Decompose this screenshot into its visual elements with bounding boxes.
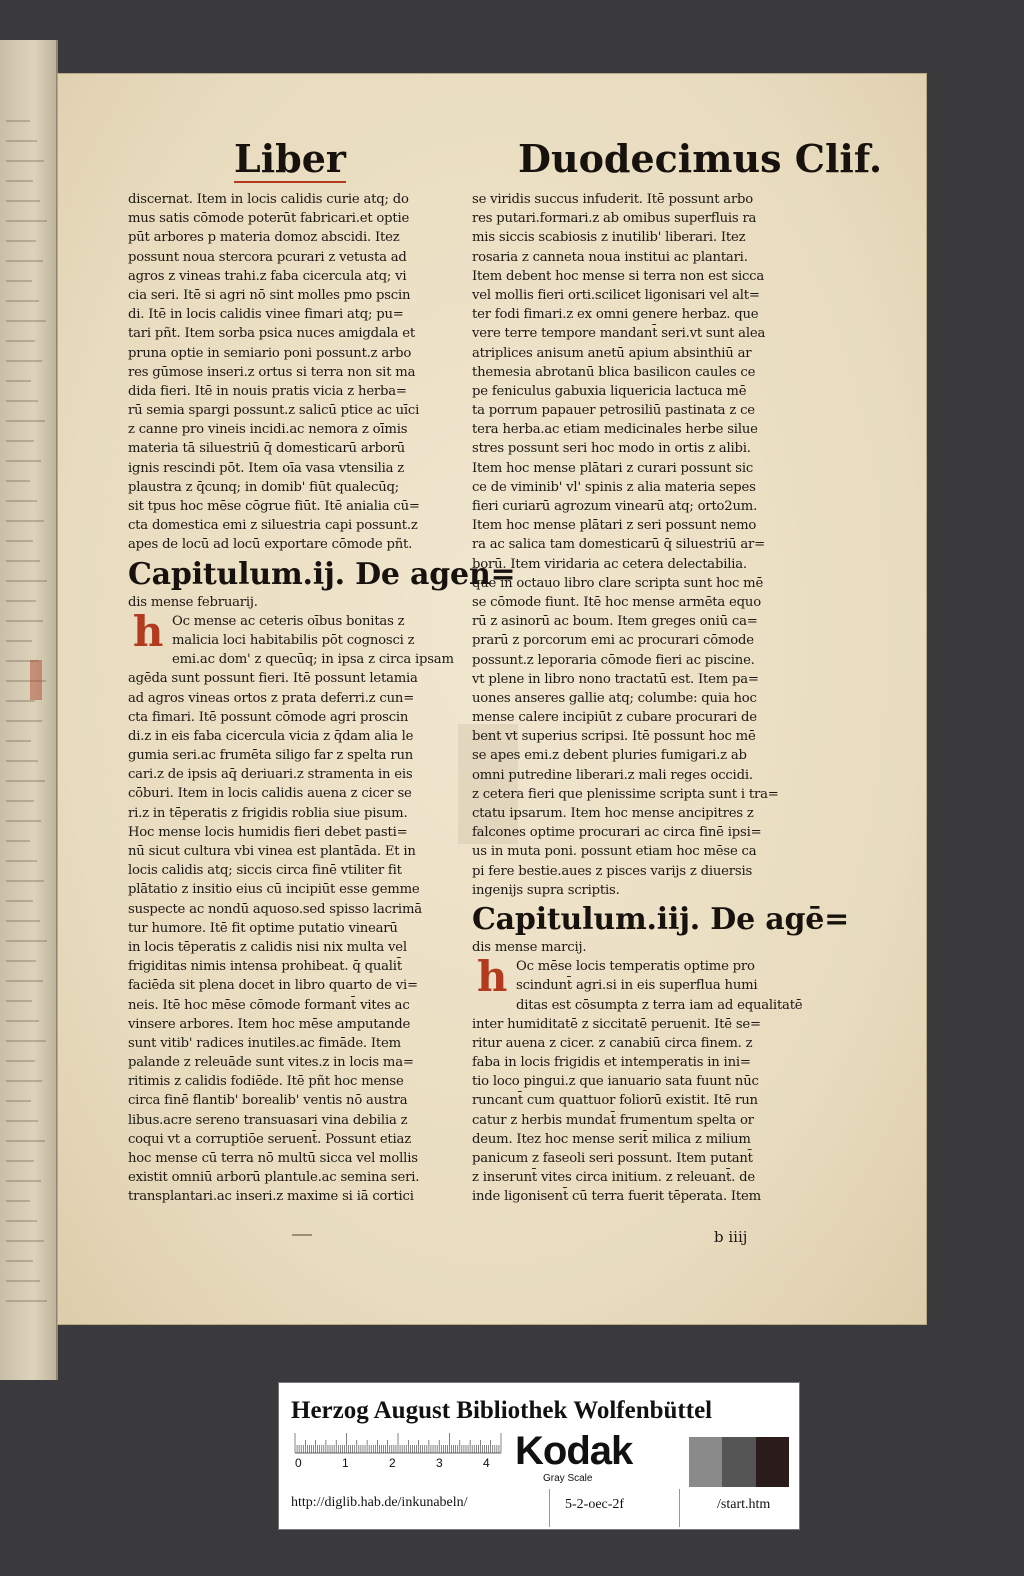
ghost-text-line [6,1060,35,1062]
text-line: pe feniculus gabuxia liquericia lactuca mē [472,383,747,399]
text-line: vt plene in libro nono tractatū est. Item pa= [472,671,759,687]
text-line: stres possunt seri hoc modo in ortis z alibi. [472,441,751,457]
ghost-text-line [6,520,44,522]
text-line: sit tpus hoc mēse cōgrue fiūt. Itē anialia cū= [128,499,420,514]
text-line: inter humiditatē z siccitatē peruenit. Itē se= [472,1016,761,1032]
text-line: deum. Itez hoc mense serit̄ milica z milium [472,1131,751,1147]
text-line: ritur auena z cicer. z canabiū circa finem. z [472,1035,753,1051]
text-line: cōburi. Item in locis calidis auena z cicer se [128,786,412,802]
chapter-2-title: Capitulum.ij. De agen= [128,556,516,592]
text-line: agēda sunt possunt fieri. Itē possunt letamia [128,671,418,687]
chapter-3-title: Capitulum.iij. De agē= [472,901,850,937]
ghost-text-line [6,620,43,622]
ghost-text-line [6,1160,34,1162]
ghost-text-line [6,920,40,922]
text-line: se apes emi.z debent pluries fumigari.z ab [472,748,747,764]
text-line: circa finē flantib' borealib' ventis nō austra [128,1093,408,1109]
text-line: Item hoc mense plātari z seri possunt nemo [472,518,757,534]
ghost-text-line [6,780,45,782]
text-line: transplantari.ac inseri.z maxime si iā cortici [128,1189,414,1205]
ghost-text-line [6,320,46,322]
start-page-link: /start.htm [717,1497,771,1512]
ghost-text-line [6,1260,33,1262]
library-name: Herzog August Bibliothek Wolfenbüttel [291,1397,713,1424]
text-line: ctatu ipsarum. Item hoc mense ancipitres z [472,806,754,821]
text-line: que in octauo libro clare scripta sunt hoc mē [472,575,764,591]
card-divider [549,1489,550,1527]
right-text-column [472,190,850,1207]
text-line: di. Itē in locis calidis vinee fimari atq; pu= [128,307,404,323]
ghost-text-line [6,900,33,902]
text-line: uones anseres gallie atq; columbe: quia hoc [472,690,757,706]
text-line: in locis tēperatis z calidis nisi nix multa vel [128,939,407,955]
text-line: borū. Item viridaria ac cetera delectabilia. [472,556,747,572]
ghost-text-line [6,160,44,162]
text-line: tari pñt. Item sorba psica nuces amigdala et [128,326,415,342]
shelfmark-code: 5-2-oec-2f [565,1497,625,1512]
running-head-right: Duodecimus Clif. [518,136,883,181]
text-line: materia tā siluestriū q̄ domesticarū arborū [128,441,405,457]
text-line: rū z asinorū ac boum. Item greges oniū ca= [472,614,758,630]
text-line: z cetera fieri que plenissime scripta sunt i tra= [472,786,779,802]
color-target-card [278,1382,800,1530]
kodak-logo: Kodak [515,1429,633,1473]
text-line: cia seri. Itē si agri nō sint molles pmo pscin [128,287,411,303]
ruler-label: 1 [342,1456,349,1470]
card-divider [679,1489,680,1527]
gray-swatch [756,1437,789,1487]
ghost-text-line [6,760,38,762]
text-line: atriplices anisum anetū apium absinthiū ar [472,345,752,361]
text-line: Item debent hoc mense si terra non est sicca [472,268,765,284]
text-line: Oc mēse locis temperatis optime pro [516,959,755,975]
ghost-text-line [6,360,42,362]
ghost-text-line [6,640,32,642]
text-line: vel mollis fieri orti.scilicet ligonisari vel alt= [472,287,760,303]
text-line: coqui vt a corruptiōe seruent̄. Possunt etiaz [128,1131,411,1147]
text-line: themesia abrotanū blica basilicon caules ce [472,364,756,380]
text-line: frigiditas nimis intensa prohibeat. q̄ qualit̄ [128,959,402,975]
text-line: Item hoc mense plātari z curari possunt sic [472,460,754,476]
text-line: agros z vineas trahi.z faba cicercula atq; vi [128,268,407,284]
text-line: discernat. Item in locis calidis curie atq; do [128,192,409,207]
text-line: palande z releuāde sunt vites.z in locis ma= [128,1055,414,1071]
chapter-3-subtitle: dis mense marcij. [472,939,587,955]
ghost-text-line [6,1100,31,1102]
ghost-text-line [6,1140,45,1142]
gray-swatch [689,1437,722,1487]
ghost-text-line [6,840,30,842]
adjacent-page-edge [0,40,58,1380]
text-line: plaustra z q̄cunq; in domib' fiūt qualecūq; [128,479,400,495]
chapter-2-drop-initial: h [132,606,164,656]
text-line: Hoc mense locis humidis fieri debet pasti= [128,824,408,840]
text-line: tur humore. Itē fit optime putatio vinearū [128,920,398,936]
left-column-body [128,190,458,555]
ghost-text-line [6,540,33,542]
text-line: pruna optie in semiario poni possunt.z arbo [128,345,412,361]
ghost-text-line [6,820,41,822]
text-line: nū sicut cultura vbi vinea est plantāda. Et in [128,844,416,859]
text-line: faba in locis frigidis et intemperatis in ini= [472,1055,751,1071]
text-line: gumia seri.ac frumēta siligo far z spelta run [128,748,414,764]
digital-library-url: http://diglib.hab.de/inkunabeln/ [291,1495,468,1510]
text-line: bent vt superius scripsi. Itē possunt hoc mē [472,729,756,745]
text-line: tera herba.ac etiam medicinales herbe silue [472,422,758,438]
ghost-text-line [6,980,43,982]
chapter-3-body [472,952,803,1206]
text-line: ce de viminib' vl' spinis z alia materia sepes [472,479,756,495]
text-line: omni putredine liberari.z mali reges occidi. [472,767,753,783]
text-line: locis calidis atq; siccis circa finē vtiliter fit [128,863,402,879]
text-line: ditas est cōsumpta z terra iam ad equalitatē [516,997,803,1013]
ghost-text-line [6,740,31,742]
gray-swatch [722,1437,755,1487]
ghost-text-line [6,140,37,142]
text-line: ta porrum papauer petrosiliū pastinata z ce [472,403,755,419]
chapter-2-body [128,606,458,1207]
ghost-text-line [6,120,30,122]
ghost-text-line [6,440,34,442]
ghost-text-line [6,340,35,342]
text-line: mis siccis scabiosis z inutilib' liberari. Itez [472,230,746,246]
text-line: cta domestica emi z siluestria capi possunt.z [128,518,418,534]
ghost-text-line [6,1180,41,1182]
ghost-text-line [6,1280,40,1282]
ghost-text-line [6,720,42,722]
ghost-text-line [6,420,45,422]
ruler-label: 2 [389,1456,396,1470]
text-line: ter fodi fimari.z ex omni genere herbaz. que [472,307,759,323]
text-line: z inserunt̄ vites circa initium. z releuant̄. de [472,1170,755,1186]
ghost-red-initial [30,660,42,700]
text-line: malicia loci habitabilis pōt cognosci z [172,632,415,648]
text-line: plātatio z insitio eius cū incipiūt esse gemme [128,882,420,898]
ghost-text-line [6,180,33,182]
text-line: possunt noua stercora pcurari z vetusta ad [128,249,407,265]
chapter-3-drop-initial: h [476,952,508,1002]
text-line: existit omniū arborū plantule.ac semina seri. [128,1170,420,1186]
text-line: se viridis succus infuderit. Itē possunt arbo [472,192,754,207]
text-line: ad agros vineas ortos z prata deferri.z cun= [128,690,415,706]
text-line: res putari.formari.z ab omibus superfluis ra [472,211,757,227]
text-line: vinsere arbores. Item hoc mēse amputande [128,1016,411,1032]
text-line: runcant̄ cum quattuor foliorū existit. Itē run [472,1093,758,1109]
book-page [58,74,926,1324]
text-line: libus.acre sereno transuasari vina debilia z [128,1112,408,1128]
text-line: falcones optime procurari ac circa finē ipsi= [472,825,762,841]
text-line: scindunt̄ agri.si in eis superflua humi [516,978,758,994]
ghost-text-line [6,300,39,302]
ruler-label: 3 [436,1456,443,1470]
text-line: rū semia spargi possunt.z salicū ptice ac uīci [128,403,420,419]
ghost-text-line [6,600,36,602]
text-line: ignis rescindi pōt. Item oīa vasa vtensilia z [128,460,405,476]
ghost-text-line [6,1220,37,1222]
ghost-text-line [6,1240,44,1242]
ghost-text-line [6,260,43,262]
ghost-text-line [6,880,44,882]
ghost-text-line [6,1080,42,1082]
ghost-text-line [6,1300,47,1302]
ruler-label: 0 [295,1456,302,1470]
ghost-text-line [6,560,40,562]
text-line: apes de locū ad locū exportare cōmode pñt. [128,537,413,553]
ghost-text-line [6,400,38,402]
text-line: vere terre tempore mandant̄ seri.vt sunt alea [472,326,766,342]
gray-swatches [689,1437,789,1487]
ghost-text-line [6,800,34,802]
chapter-2-subtitle: dis mense februarij. [128,594,258,610]
gray-scale-label: Gray Scale [543,1473,593,1484]
text-line: ra ac salica tam domesticarū q̄ siluestriū ar= [472,537,765,553]
ghost-text-line [6,240,36,242]
text-line: neis. Itē hoc mēse cōmode formant̄ vites ac [128,997,410,1013]
running-head-left-text: Liber [234,136,346,181]
text-line: se cōmode fiunt. Itē hoc mense armēta equo [472,594,761,610]
text-line: tio loco pingui.z que ianuario sata fuunt nūc [472,1074,759,1090]
ghost-text-line [6,940,47,942]
ruler-scale [293,1431,503,1471]
ghost-text-line [6,1200,30,1202]
ghost-text-line [6,700,35,702]
ghost-text-line [6,1000,32,1002]
text-line: Oc mense ac ceteris oībus bonitas z [172,613,405,629]
running-head-left [234,136,346,181]
ghost-text-line [6,200,40,202]
text-line: dida fieri. Itē in nouis pratis vicia z herba= [128,383,407,399]
text-line: emi.ac dom' z quecūq; in ipsa z circa ipsam [172,652,454,668]
text-line: catur z herbis mundat̄ frumentum spelta or [472,1112,754,1128]
text-line: rosaria z canneta noua institui ac plantari. [472,249,748,265]
text-line: fieri curiarū agrozum vinearū atq; orto2um. [472,499,758,514]
ghost-text-line [6,500,37,502]
ghost-text-line [6,1120,38,1122]
text-line: pi fere bestie.aues z pisces varijs z diuersis [472,863,753,879]
ghost-text-line [6,1040,46,1042]
text-line: di.z in eis faba cicercula vicia z q̄dam alia le [128,728,414,744]
text-line: faciēda sit plena docet in libro quarto de vi= [128,978,418,994]
signature-mark: b iiij [714,1228,748,1246]
text-line: mense calere incipiūt z cubare procurari de [472,710,757,726]
ruler-label: 4 [483,1456,490,1470]
text-line: cari.z de ipsis aq̄ deriuari.z stramenta in eis [128,767,413,783]
text-line: inde ligonisent̄ cū terra fuerit tēperata. Item [472,1189,761,1205]
text-line: ingenijs supra scriptis. [472,882,620,898]
ghost-text-line [6,480,30,482]
text-line: possunt.z leporaria cōmode fieri ac piscine. [472,652,755,668]
text-line: mus satis cōmode poterūt fabricari.et optie [128,211,410,227]
text-line: z canne pro vineis incidi.ac nemora z oīmis [128,422,408,438]
text-line: res gūmose inseri.z ortus si terra non sit ma [128,364,416,380]
text-line: prarū z porcorum emi ac procurari cōmode [472,633,754,649]
ghost-text-line [6,380,31,382]
text-line: pūt arbores p materia domoz abscidi. Itez [128,230,400,246]
right-column-body [472,190,802,900]
text-line: panicum z faseoli seri possunt. Item putant̄ [472,1151,753,1166]
text-line: ri.z in tēperatis z frigidis roblia siue pisum. [128,805,408,821]
ghost-text-line [6,580,47,582]
text-line: suspecte ac nondū aquoso.sed spisso lacrimā [128,901,422,917]
text-line: ritimis z calidis fodiēde. Itē pñt hoc mense [128,1074,404,1090]
text-line: us in muta poni. possunt etiam hoc mēse ca [472,844,757,860]
ghost-text-line [6,280,32,282]
ghost-text-line [6,220,47,222]
ghost-text-line [6,460,41,462]
left-text-column [128,190,516,1207]
ghost-text-line [6,960,36,962]
ghost-text-line [6,1020,39,1022]
text-line: cta fimari. Itē possunt cōmode agri proscin [128,709,409,725]
text-line: sunt vitib' radices inutiles.ac fimāde. Item [128,1035,401,1051]
ghost-text-line [6,860,37,862]
text-line: hoc mense cū terra nō multū sicca vel mollis [128,1151,418,1166]
bottom-margin-mark [292,1234,312,1236]
